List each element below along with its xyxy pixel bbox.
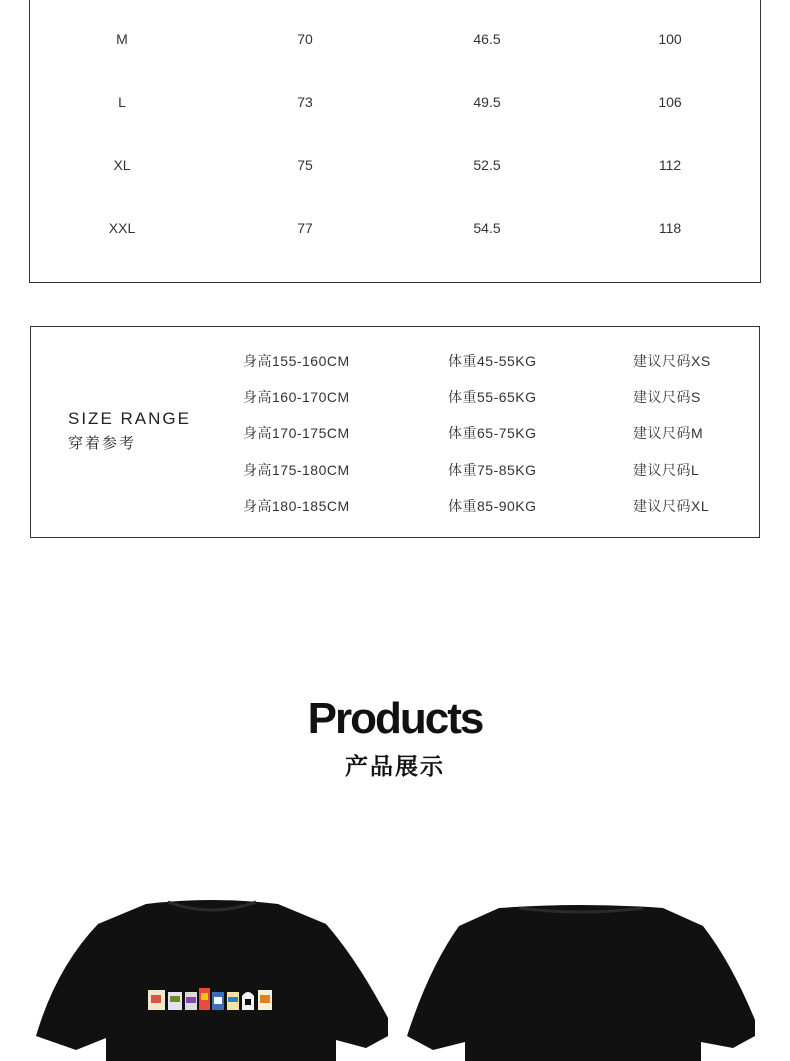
- length-cell: 73: [297, 94, 313, 110]
- shoulder-cell: 46.5: [473, 31, 501, 47]
- tshirt-back-image: [407, 902, 755, 1061]
- table-row: [30, 94, 760, 114]
- chest-cell: 100: [658, 31, 682, 47]
- shoulder-cell: 52.5: [473, 157, 501, 173]
- table-row: [30, 31, 760, 51]
- height-range: 身高175-180CM: [243, 462, 350, 478]
- size-range-subtitle: 穿着参考: [68, 435, 137, 452]
- height-range: 身高160-170CM: [243, 389, 350, 405]
- shoulder-cell: 49.5: [473, 94, 501, 110]
- table-row: [30, 220, 760, 240]
- recommended-size: 建议尺码S: [633, 389, 701, 405]
- size-range-box: [30, 326, 760, 538]
- weight-range: 体重45-55KG: [448, 353, 537, 369]
- weight-range: 体重55-65KG: [448, 389, 537, 405]
- height-range: 身高170-175CM: [243, 425, 350, 441]
- height-range: 身高180-185CM: [243, 498, 350, 514]
- list-item: [31, 496, 759, 516]
- shoulder-cell: 54.5: [473, 220, 501, 236]
- size-table: [29, 0, 761, 283]
- size-cell: XL: [113, 157, 131, 173]
- weight-range: 体重75-85KG: [448, 462, 537, 478]
- size-range-title: SIZE RANGE: [68, 409, 191, 428]
- length-cell: 77: [297, 220, 313, 236]
- recommended-size: 建议尺码XS: [633, 353, 711, 369]
- recommended-size: 建议尺码L: [633, 462, 700, 478]
- size-cell: XXL: [108, 220, 136, 236]
- list-item: [31, 460, 759, 480]
- list-item: [31, 351, 759, 371]
- recommended-size: 建议尺码M: [633, 425, 704, 441]
- chest-cell: 112: [658, 157, 682, 173]
- black-tshirt-front-icon: [36, 898, 388, 1061]
- tshirt-front-image: [36, 898, 388, 1061]
- recommended-size: 建议尺码XL: [633, 498, 710, 514]
- table-row: [30, 157, 760, 177]
- products-subtitle: 产品展示: [345, 753, 445, 779]
- chest-cell: 106: [658, 94, 682, 110]
- height-range: 身高155-160CM: [243, 353, 350, 369]
- size-cell: L: [118, 94, 126, 110]
- list-item: [31, 423, 759, 443]
- black-tshirt-back-icon: [407, 902, 755, 1061]
- length-cell: 70: [297, 31, 313, 47]
- products-title: Products: [307, 694, 483, 743]
- size-cell: M: [116, 31, 128, 47]
- length-cell: 75: [297, 157, 313, 173]
- list-item: [31, 387, 759, 407]
- weight-range: 体重65-75KG: [448, 425, 537, 441]
- weight-range: 体重85-90KG: [448, 498, 537, 514]
- chest-cell: 118: [658, 220, 682, 236]
